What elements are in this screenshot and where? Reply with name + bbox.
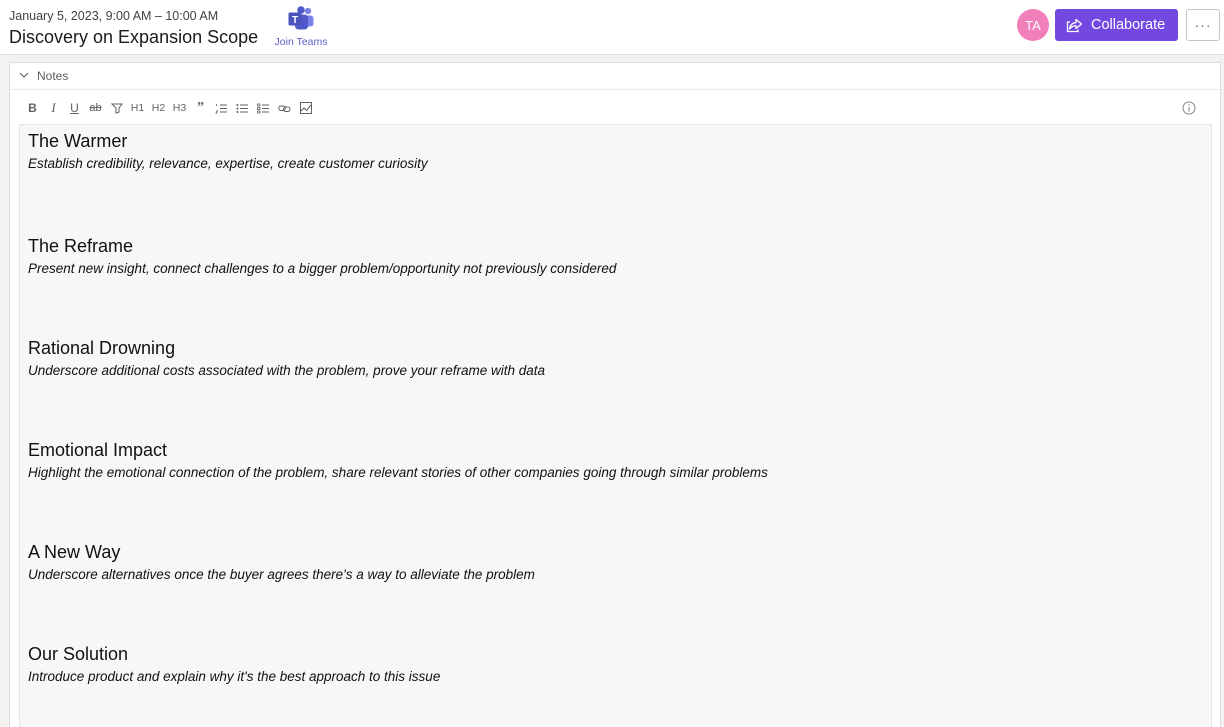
note-text: Present new insight, connect challenges to a bigger problem/opportunity not previously considered	[28, 261, 617, 276]
notes-editor[interactable]	[19, 124, 1212, 727]
underline-button[interactable]: U	[70, 101, 79, 115]
teams-icon	[287, 6, 315, 32]
highlighter-icon	[111, 102, 123, 114]
info-icon[interactable]	[1182, 101, 1196, 115]
note-section	[28, 130, 428, 173]
bullet-list-button[interactable]	[232, 99, 253, 117]
image-icon	[300, 102, 312, 114]
note-heading: Emotional Impact	[28, 440, 168, 460]
strikethrough-button[interactable]: ab	[89, 102, 102, 114]
note-text: Establish credibility, relevance, expertise, create customer curiosity	[28, 156, 428, 171]
collaborate-label: Collaborate	[1091, 17, 1166, 33]
collaborate-button[interactable]	[1055, 9, 1178, 41]
note-text: Underscore additional costs associated with the problem, prove your reframe with data	[28, 363, 546, 378]
note-text: Underscore alternatives once the buyer agrees there's a way to alleviate the problem	[28, 567, 535, 582]
heading1-button[interactable]: H1	[130, 102, 145, 114]
checklist-button[interactable]	[253, 99, 274, 117]
note-text: Introduce product and explain why it's the best approach to this issue	[28, 669, 441, 684]
join-teams-button[interactable]	[272, 4, 330, 50]
image-button[interactable]	[295, 99, 316, 117]
chevron-down-icon	[19, 70, 29, 80]
meeting-header	[0, 0, 1224, 55]
note-section	[28, 643, 440, 686]
highlight-button[interactable]	[106, 99, 127, 117]
join-teams-label: Join Teams	[274, 36, 328, 48]
bold-button[interactable]: B	[28, 101, 37, 115]
note-heading: Our Solution	[28, 644, 129, 664]
notes-panel	[9, 62, 1221, 727]
note-section	[28, 439, 768, 482]
note-section	[28, 337, 545, 380]
svg-text:T: T	[291, 14, 299, 26]
meeting-title: Discovery on Expansion Scope	[9, 27, 259, 47]
heading2-button[interactable]: H2	[151, 102, 166, 114]
bullet-list-icon	[236, 103, 249, 114]
more-options-button[interactable]: ···	[1186, 9, 1220, 41]
note-heading: The Reframe	[28, 236, 134, 256]
notes-toggle[interactable]	[10, 63, 1220, 90]
note-text: Highlight the emotional connection of the problem, share relevant stories of other companies going through similar problems	[28, 465, 768, 480]
checklist-icon	[257, 103, 270, 114]
numbered-list-icon	[215, 103, 228, 114]
notes-label: Notes	[37, 69, 69, 83]
note-section	[28, 541, 535, 584]
numbered-list-button[interactable]	[211, 99, 232, 117]
heading3-button[interactable]: H3	[172, 102, 187, 114]
note-section	[28, 235, 616, 278]
meeting-date: January 5, 2023, 9:00 AM – 10:00 AM	[9, 9, 219, 23]
note-heading: A New Way	[28, 542, 121, 562]
quote-button[interactable]: ”	[197, 100, 204, 115]
note-heading: Rational Drowning	[28, 338, 176, 358]
share-icon	[1066, 18, 1083, 33]
link-icon	[278, 103, 291, 114]
link-button[interactable]	[274, 99, 295, 117]
italic-button[interactable]: I	[51, 100, 56, 115]
format-toolbar	[22, 99, 316, 117]
note-heading: The Warmer	[28, 131, 128, 151]
avatar[interactable]: TA	[1017, 9, 1049, 41]
